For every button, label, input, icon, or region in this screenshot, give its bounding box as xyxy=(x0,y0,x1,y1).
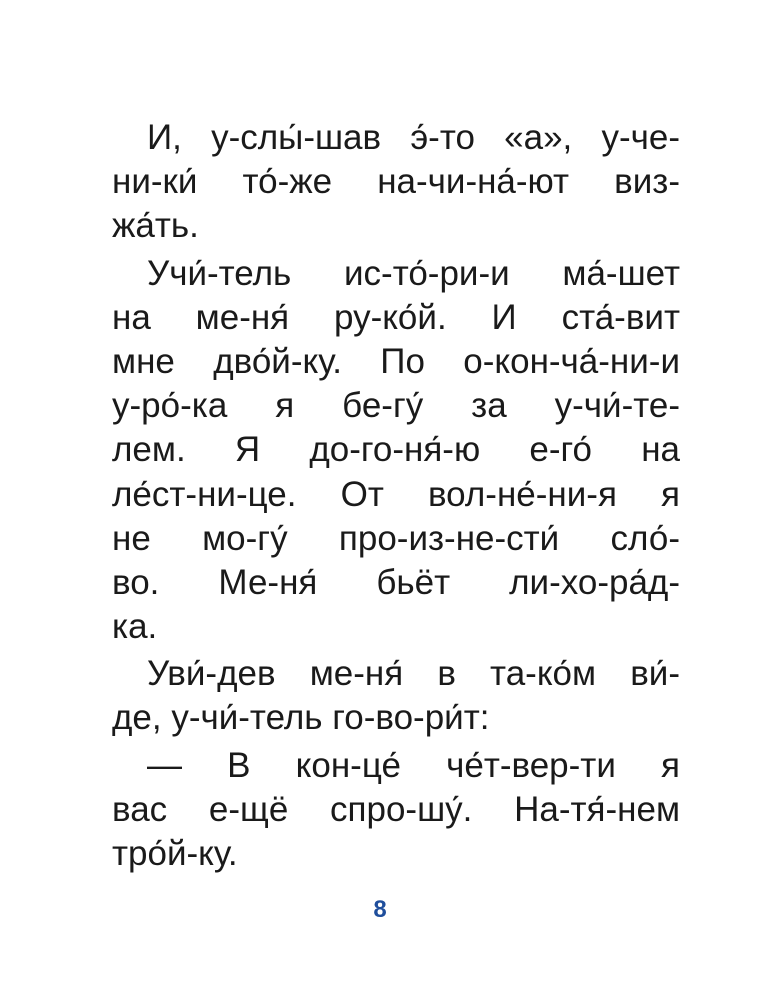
text-line: во. Ме-ня́ бьёт ли-хо-ра́д- xyxy=(112,562,680,602)
paragraph xyxy=(112,652,680,740)
text-line: — В кон-це́ че́т-вер-ти я xyxy=(147,745,680,785)
text-line: ле́ст-ни-це. От вол-не́-ни-я я xyxy=(112,474,680,514)
text-line: жа́ть. xyxy=(112,206,199,246)
text-line: на ме-ня́ ру-ко́й. И ста́-вит xyxy=(112,297,680,337)
text-line: ка. xyxy=(112,607,158,647)
page-number: 8 xyxy=(373,896,387,923)
paragraph xyxy=(112,252,680,650)
text-line: де, у-чи́-тель го-во-ри́т: xyxy=(112,698,490,738)
body-text xyxy=(112,116,680,876)
text-line: Учи́-тель ис-то́-ри-и ма́-шет xyxy=(147,253,680,293)
text-line: И, у-слы́-шав э́-то «а», у-че- xyxy=(147,118,680,157)
text-line: тро́й-ку. xyxy=(112,834,238,873)
text-line: у-ро́-ка я бе-гу́ за у-чи́-те- xyxy=(112,386,680,426)
paragraph xyxy=(112,744,680,877)
text-line: вас е-щё спро-шу́. На-тя́-нем xyxy=(112,789,680,829)
text-line: лем. Я до-го-ня́-ю е-го́ на xyxy=(112,430,680,470)
text-line: мне дво́й-ку. По о-кон-ча́-ни-и xyxy=(112,341,680,381)
paragraph xyxy=(112,116,680,249)
text-line: не мо-гу́ про-из-не-сти́ сло́- xyxy=(112,518,680,558)
text-line: Уви́-дев ме-ня́ в та-ко́м ви́- xyxy=(147,654,680,694)
text-line: ни-ки́ то́-же на-чи-на́-ют виз- xyxy=(112,162,680,202)
